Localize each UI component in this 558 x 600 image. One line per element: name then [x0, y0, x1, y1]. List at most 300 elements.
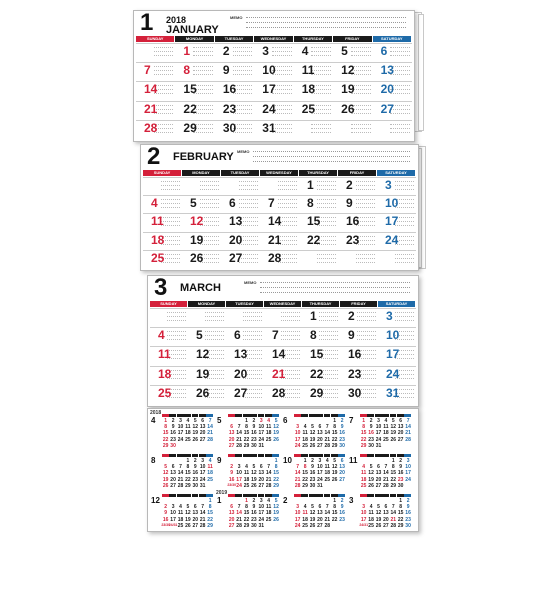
mini-day: 17	[360, 516, 367, 523]
mini-day: 12	[309, 430, 316, 437]
memo-dots	[317, 262, 337, 263]
mini-month-number: 8	[151, 456, 156, 465]
mini-header-cell	[243, 494, 250, 497]
mini-day: 7	[267, 464, 271, 471]
mini-header-cell	[390, 414, 397, 417]
month-number: 1	[140, 9, 154, 36]
memo-dots	[233, 47, 253, 48]
memo-line	[260, 287, 410, 288]
mini-day: 20	[170, 476, 176, 483]
memo-dots	[395, 258, 415, 259]
mini-header-cell	[265, 454, 272, 457]
mini-header-cell	[316, 494, 323, 497]
mini-day: 23	[309, 476, 316, 483]
mini-day: 10	[199, 464, 206, 471]
mini-day: 26	[375, 522, 382, 529]
mini-day: 20	[317, 436, 323, 443]
weekday-header: SUNDAY	[150, 301, 187, 307]
mini-day: 25	[177, 522, 184, 529]
mini-day: 11	[243, 470, 250, 477]
mini-day: 26	[192, 436, 199, 443]
mini-day: 18	[243, 476, 250, 483]
mini-day: 6	[259, 464, 263, 471]
mini-day: 9	[406, 504, 410, 511]
mini-month	[282, 452, 346, 490]
mini-day: 2	[164, 504, 168, 511]
mini-day: 9	[252, 424, 256, 431]
mini-header-cell	[250, 414, 257, 417]
day-number: 7	[144, 63, 151, 78]
memo-dots	[243, 331, 262, 332]
mini-header-cell	[324, 454, 331, 457]
mini-header-cell	[258, 494, 265, 497]
mini-day: 16	[251, 510, 257, 517]
mini-day: 12	[368, 470, 374, 477]
memo-dots	[161, 199, 181, 200]
day-number: 5	[190, 196, 197, 211]
memo-dots	[357, 339, 376, 340]
mini-day: 6	[201, 418, 205, 424]
mini-day: 6	[318, 424, 322, 431]
mini-day: 25	[302, 522, 308, 529]
mini-day: 3	[179, 418, 182, 424]
mini-day: 29	[390, 482, 397, 489]
day-number: 18	[151, 232, 165, 247]
day-number: 18	[301, 82, 316, 97]
mini-day: 21	[177, 476, 184, 483]
memo-dots	[167, 316, 186, 317]
mini-day: 12	[309, 510, 316, 517]
mini-month-number: 10	[283, 456, 292, 465]
weekday-header: MONDAY	[182, 170, 220, 176]
memo-dots	[193, 55, 213, 56]
mini-day: 26	[331, 476, 338, 483]
memo-dots	[281, 320, 300, 321]
memo-dots	[356, 262, 376, 263]
mini-day: 30	[397, 482, 404, 489]
memo-dots	[357, 335, 376, 336]
mini-day: 10	[294, 430, 301, 437]
day-number: 16	[346, 214, 360, 229]
day-number: 26	[196, 385, 210, 400]
day-number: 15	[307, 214, 321, 229]
memo-dots	[317, 185, 337, 186]
mini-day: 3	[377, 418, 380, 424]
weekday-header: WEDNESDAY	[264, 301, 301, 307]
memo-dots	[356, 189, 376, 190]
mini-header-cell	[331, 414, 338, 417]
memo-dots	[161, 181, 181, 182]
mini-day: 9	[399, 464, 403, 471]
mini-day: 1	[333, 498, 337, 504]
mini-header-cell	[272, 414, 279, 417]
mini-day: 28	[294, 482, 301, 489]
month-name: MARCH	[180, 282, 221, 294]
mini-day: 18	[207, 470, 213, 477]
memo-dots	[233, 51, 253, 52]
mini-day: 30	[309, 482, 316, 489]
mini-day: 25	[324, 476, 331, 483]
day-number: 21	[144, 101, 158, 116]
mini-day: 26	[309, 442, 316, 449]
mini-day: 26	[390, 436, 397, 443]
month-number: 2	[147, 143, 161, 170]
memo-dots	[243, 316, 262, 317]
mini-day: 16	[339, 430, 345, 437]
mini-day: 18	[302, 436, 308, 443]
mini-day: 5	[311, 504, 314, 511]
memo-dots	[239, 181, 259, 182]
memo-dots	[233, 55, 253, 56]
mini-day: 17	[375, 430, 382, 437]
memo-dots	[317, 203, 337, 204]
day-number: 17	[386, 347, 400, 362]
month-number: 3	[154, 274, 168, 301]
mini-day: 23	[251, 436, 257, 443]
mini-day: 24	[199, 476, 206, 483]
weekday-header: THURSDAY	[299, 170, 337, 176]
day-number: 11	[151, 214, 164, 229]
memo-dots	[395, 320, 414, 321]
day-number: 2	[348, 309, 355, 323]
mini-day: 1	[391, 458, 395, 464]
mini-day: 22	[331, 516, 338, 523]
mini-day: 19	[390, 430, 397, 437]
mini-day: 9	[340, 504, 344, 511]
day-number: 31	[262, 120, 276, 135]
mini-day: 27	[383, 522, 389, 529]
mini-day: 4	[325, 458, 329, 464]
mini-day: 9	[164, 510, 168, 517]
memo-dots	[281, 312, 300, 313]
mini-day: 29	[331, 442, 338, 449]
mini-month	[216, 492, 280, 530]
mini-day: 18	[360, 476, 367, 483]
mini-day: 29	[207, 522, 213, 529]
memo-dots	[311, 132, 331, 133]
weekday-header: WEDNESDAY	[254, 36, 292, 42]
mini-day: 21	[390, 516, 397, 523]
memo-dots	[319, 320, 338, 321]
mini-header-cell	[192, 414, 199, 417]
memo-dots	[357, 331, 376, 332]
memo-dots	[311, 70, 331, 71]
mini-day: 29	[302, 482, 308, 489]
mini-day: 7	[179, 464, 182, 471]
strip-year-2019: 2019	[216, 490, 228, 496]
mini-day: 5	[369, 464, 373, 471]
memo-dots	[167, 331, 186, 332]
memo-dots	[351, 128, 371, 129]
day-number: 12	[196, 347, 210, 362]
day-number: 15	[183, 82, 197, 97]
mini-day: 12	[273, 504, 279, 511]
memo-dots	[356, 199, 376, 200]
mini-day: 6	[377, 464, 380, 471]
day-number: 1	[310, 309, 317, 323]
mini-header-cell	[294, 454, 301, 457]
memo-dots	[356, 254, 376, 255]
mini-day: 23	[405, 516, 411, 523]
weekday-header: SATURDAY	[378, 301, 415, 307]
mini-day: 11	[177, 510, 184, 517]
weekday-header: THURSDAY	[294, 36, 332, 42]
mini-day: 13	[383, 510, 389, 517]
mini-header-cell	[294, 414, 301, 417]
day-number: 21	[268, 232, 282, 247]
mini-month-number: 9	[217, 456, 222, 465]
mini-day: 18	[302, 516, 308, 523]
memo-dots	[161, 185, 181, 186]
mini-day: 10	[317, 464, 323, 471]
mini-day: 20	[397, 430, 404, 437]
mini-day: 23	[368, 436, 374, 443]
mini-day: 19	[368, 476, 374, 483]
week-divider	[150, 327, 416, 328]
memo-dots	[239, 189, 259, 190]
memo-line	[246, 22, 406, 23]
mini-month	[282, 492, 346, 530]
mini-day: 16	[339, 510, 345, 517]
mini-day: 25	[360, 482, 367, 489]
mini-day: 4	[186, 418, 190, 424]
day-number: 17	[262, 82, 276, 97]
mini-header-cell	[309, 414, 316, 417]
year-label: 2018	[166, 15, 187, 25]
mini-header-cell	[265, 414, 272, 417]
mini-month	[150, 492, 214, 530]
mini-day: 11	[207, 464, 213, 471]
memo-dots	[200, 207, 220, 208]
mini-day: 13	[228, 430, 235, 437]
memo-dots	[351, 51, 371, 52]
day-number: 29	[310, 385, 324, 400]
weekday-header: SATURDAY	[377, 170, 415, 176]
mini-day: 24/31	[359, 522, 369, 527]
memo-dots	[272, 55, 292, 56]
mini-day: 29	[185, 482, 191, 489]
mini-day: 28	[383, 482, 389, 489]
day-number: 3	[385, 178, 392, 192]
day-number: 6	[380, 44, 388, 58]
memo-dots	[395, 316, 414, 317]
memo-dots	[205, 312, 224, 313]
memo-dots	[317, 189, 337, 190]
mini-day: 2	[230, 464, 234, 471]
mini-day: 8	[245, 424, 248, 431]
day-number: 4	[151, 196, 158, 211]
mini-day: 17	[405, 470, 411, 477]
day-number: 7	[272, 328, 279, 343]
mini-day: 17	[177, 430, 184, 437]
mini-day: 11	[185, 424, 191, 431]
mini-day: 22	[390, 476, 397, 483]
mini-day: 5	[193, 418, 197, 424]
day-number: 23	[348, 366, 362, 381]
mini-day: 4	[208, 458, 212, 464]
mini-header-cell	[324, 494, 331, 497]
mini-header-cell	[360, 454, 367, 457]
memo-dots	[154, 74, 174, 75]
mini-header-cell	[301, 414, 308, 417]
weekday-header: TUESDAY	[226, 301, 263, 307]
mini-day: 13	[170, 470, 176, 477]
mini-month	[216, 412, 280, 450]
mini-header-cell	[243, 414, 250, 417]
memo-dots	[281, 339, 300, 340]
mini-day: 9	[340, 424, 344, 431]
day-number: 22	[307, 232, 321, 247]
month-sheet	[140, 144, 419, 271]
mini-day: 13	[317, 430, 323, 437]
mini-day: 13	[375, 470, 382, 477]
mini-day: 12	[331, 464, 338, 471]
mini-header-cell	[258, 414, 265, 417]
mini-day: 3	[201, 458, 205, 464]
mini-day: 25	[185, 436, 191, 443]
memo-dots	[319, 316, 338, 317]
memo-line	[253, 161, 410, 162]
memo-dots	[278, 185, 298, 186]
mini-day: 15	[390, 470, 397, 477]
mini-day: 1	[208, 498, 212, 504]
day-number: 26	[341, 101, 355, 116]
mini-day: 12	[162, 470, 169, 477]
day-number: 12	[190, 214, 204, 229]
mini-day: 23/30	[227, 482, 237, 487]
day-number: 4	[158, 328, 165, 343]
weekday-header: MONDAY	[188, 301, 225, 307]
weekday-header: SATURDAY	[373, 36, 411, 42]
mini-day: 27	[375, 482, 382, 489]
mini-day: 5	[311, 424, 314, 431]
memo-dots	[205, 316, 224, 317]
memo-dots	[243, 320, 262, 321]
mini-month-number: 3	[349, 496, 354, 505]
mini-header-cell	[331, 454, 338, 457]
mini-day: 1	[245, 498, 248, 504]
mini-day: 14	[207, 424, 213, 431]
day-number: 28	[272, 385, 286, 400]
mini-day: 19	[251, 476, 257, 483]
mini-day: 6	[171, 464, 175, 471]
mini-day: 15	[243, 430, 250, 437]
mini-day: 20	[375, 476, 382, 483]
day-number: 23	[222, 101, 237, 116]
day-number: 20	[229, 232, 243, 247]
mini-day: 22	[360, 436, 367, 443]
mini-day: 6	[399, 418, 403, 424]
mini-header-cell	[199, 494, 206, 497]
mini-day: 4	[245, 464, 248, 471]
mini-day: 5	[274, 498, 278, 504]
mini-day: 22	[162, 436, 169, 443]
memo-dots	[390, 128, 410, 129]
mini-day: 1	[274, 458, 278, 464]
mini-day: 17	[170, 516, 176, 523]
mini-day: 8	[245, 504, 248, 511]
memo-dots	[243, 335, 262, 336]
mini-month	[348, 492, 412, 530]
mini-day: 14	[236, 430, 242, 437]
mini-day: 13	[397, 424, 404, 431]
memo-dots	[167, 312, 186, 313]
mini-day: 8	[333, 424, 337, 431]
memo-dots	[243, 312, 262, 313]
mini-day: 20	[228, 436, 235, 443]
mini-day: 14	[383, 470, 389, 477]
mini-day: 31	[375, 442, 382, 449]
mini-header-cell	[367, 454, 374, 457]
mini-header-cell	[162, 414, 169, 417]
day-number: 9	[222, 63, 230, 78]
day-number: 8	[183, 63, 191, 78]
mini-day: 19	[309, 436, 316, 443]
mini-day: 15	[207, 510, 213, 517]
mini-day: 27	[317, 522, 323, 529]
mini-day: 9	[230, 470, 234, 477]
mini-day: 31	[317, 482, 323, 489]
mini-day: 14	[294, 470, 301, 477]
memo-dots	[317, 181, 337, 182]
mini-day: 18	[324, 470, 331, 477]
memo-dots	[154, 55, 174, 56]
mini-day: 3	[296, 424, 300, 431]
memo-dots	[205, 320, 224, 321]
day-number: 3	[262, 44, 269, 58]
mini-day: 7	[237, 424, 241, 431]
memo-dots	[390, 132, 410, 133]
day-number: 26	[190, 250, 204, 265]
mini-header-cell	[192, 494, 199, 497]
mini-day: 13	[199, 424, 206, 431]
day-number: 1	[183, 44, 191, 58]
mini-day: 3	[237, 464, 241, 471]
mini-day: 14	[265, 470, 272, 477]
mini-day: 12	[273, 424, 279, 431]
mini-day: 28	[236, 442, 242, 449]
mini-header-cell	[404, 414, 411, 417]
memo-dots	[200, 199, 220, 200]
memo-line	[246, 17, 406, 18]
mini-day: 4	[179, 504, 182, 511]
day-number: 11	[301, 63, 315, 78]
mini-day: 23	[339, 436, 345, 443]
mini-day: 29	[360, 442, 367, 449]
mini-header-cell	[235, 414, 242, 417]
memo-dots	[161, 207, 181, 208]
mini-day: 24	[258, 436, 265, 443]
mini-day: 27	[228, 442, 235, 449]
mini-day: 26	[251, 482, 257, 489]
memo-dots	[351, 132, 371, 133]
memo-dots	[311, 128, 331, 129]
day-number: 14	[272, 347, 286, 362]
mini-header-cell	[360, 414, 367, 417]
memo-dots	[193, 51, 213, 52]
mini-day: 3	[318, 458, 322, 464]
mini-day: 24	[375, 436, 382, 443]
day-number: 10	[262, 63, 276, 78]
mini-day: 4	[267, 498, 271, 504]
mini-header-cell	[250, 494, 257, 497]
mini-day: 2	[369, 418, 373, 424]
memo-dots	[161, 203, 181, 204]
mini-header-cell	[162, 494, 169, 497]
day-number: 3	[386, 309, 393, 323]
mini-day: 24	[258, 516, 265, 523]
mini-day: 1	[245, 418, 248, 424]
